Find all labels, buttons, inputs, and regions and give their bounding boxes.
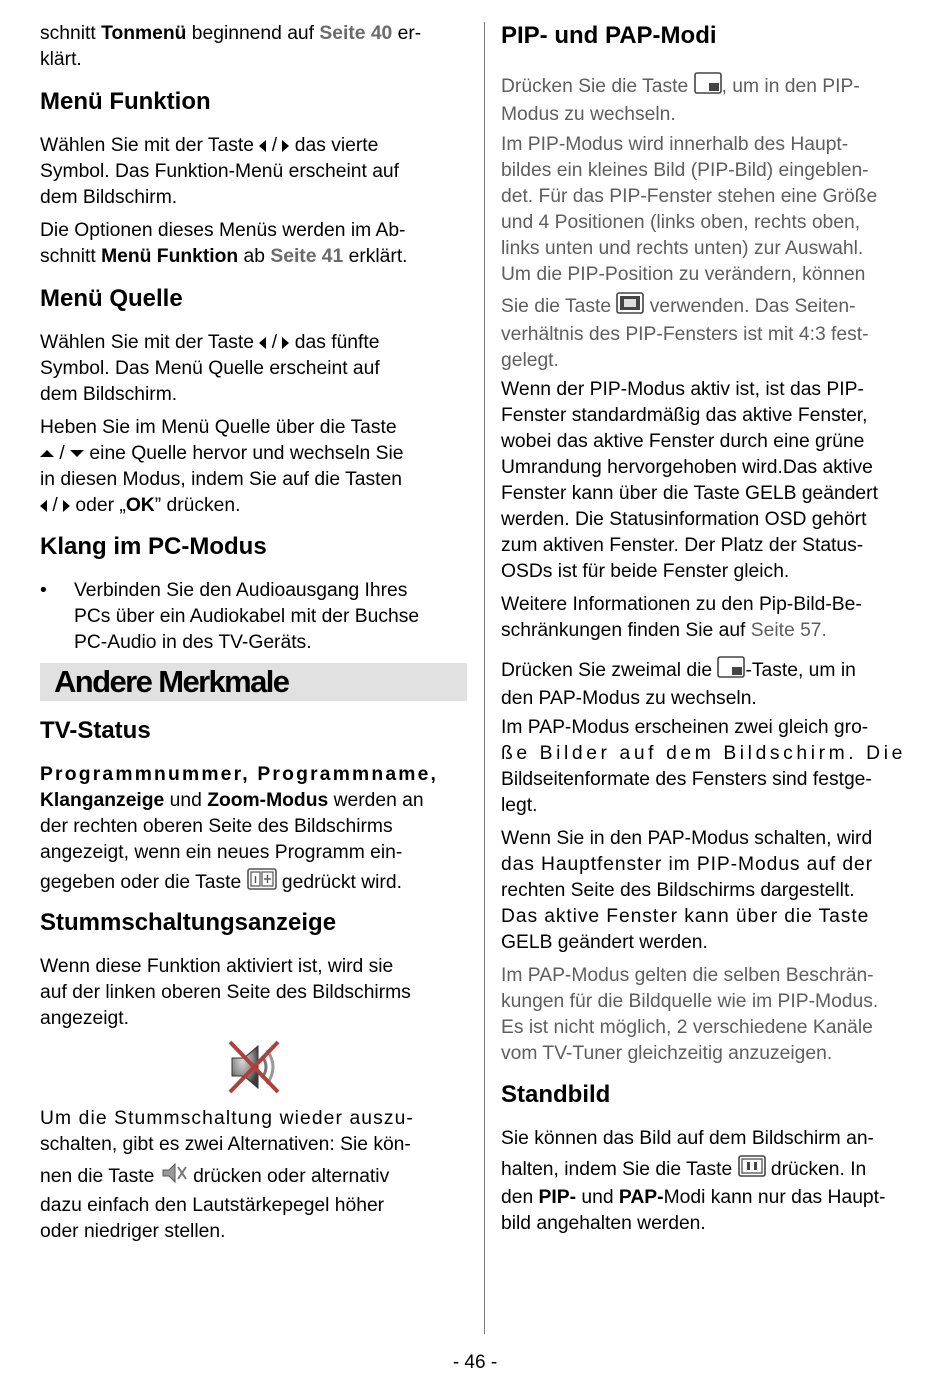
- mute-button-icon: [160, 1161, 188, 1193]
- heading-menu-funktion: Menü Funktion: [40, 88, 211, 115]
- paragraph-pip-2: Im PIP-Modus wird innerhalb des Haupt- bildes ein kleines Bild (PIP-Bild) eingeblen- det. Für das PIP-Fenster stehen eine Größe und 4 Positionen (links oben, rechts oben, links unten und rechts unten) zur Auswahl. Um die PIP-Position zu verändern, können Sie die Taste verwenden. Das Seiten- verhältnis des PIP-Fensters ist mit 4:3 fest- gelegt.: [501, 134, 878, 371]
- up-arrow-icon: [40, 450, 54, 457]
- bullet-marker: •: [40, 580, 47, 601]
- page-number: - 46 -: [452, 1352, 498, 1373]
- pip-button-icon: [694, 72, 722, 102]
- paragraph-quelle: Wählen Sie mit der Taste / das fünfte Symbol. Das Menü Quelle erscheint auf dem Bildschirm. Heben Sie im Menü Quelle über die Taste / eine Quelle hervor und wechseln Sie in diesen Modus, indem Sie auf die Tasten / oder „OK” drücken.: [40, 332, 404, 516]
- column-divider: [484, 22, 485, 1334]
- paragraph-pip-4: Weitere Informationen zu den Pip-Bild-Be- schränkungen finden Sie auf Seite 57.: [501, 594, 862, 641]
- info-button-icon: [247, 868, 277, 898]
- down-arrow-icon: [70, 450, 84, 457]
- heading-tv-status: TV-Status: [40, 717, 151, 744]
- heading-pip-pap-modi: PIP- und PAP-Modi: [501, 22, 717, 49]
- paragraph-pip-3: Wenn der PIP-Modus aktiv ist, ist das PIP- Fenster standardmäßig das aktive Fenster, wobei das aktive Fenster durch eine grüne Umrandung hervorgehoben wird.Das aktive Fenster kann über die Taste GELB geändert werden. Die Statusinformation OSD gehört zum aktiven Fenster. Der Platz der Status- OSDs ist für beide Fenster gleich.: [501, 379, 878, 582]
- mute-speaker-icon: [226, 1038, 286, 1101]
- section-banner: [40, 663, 467, 701]
- heading-menu-quelle: Menü Quelle: [40, 285, 183, 312]
- bullet-item-audio: • Verbinden Sie den Audioausgang Ihres PCs über ein Audiokabel mit der Buchse PC-Audio in des TV-Geräts.: [40, 580, 420, 653]
- left-arrow-icon: [40, 500, 47, 512]
- freeze-button-icon: [738, 1155, 766, 1185]
- page-reference: Seite 41: [270, 246, 344, 267]
- paragraph-tv-status: Programmnummer, Programmname, Klanganzeige und Zoom-Modus werden an der rechten oberen Seite des Bildschirms angezeigt, wenn ein neues Programm ein- gegeben oder die Taste gedrückt wird.: [40, 762, 467, 898]
- paragraph-stumm-1: Wenn diese Funktion aktiviert ist, wird sie auf der linken oberen Seite des Bildschirms angezeigt.: [40, 956, 411, 1029]
- page-reference: Seite 57.: [750, 620, 827, 641]
- paragraph-funktion: Wählen Sie mit der Taste / das vierte Symbol. Das Funktion-Menü erscheint auf dem Bildschirm. Die Optionen dieses Menüs werden im Ab- schnitt Menü Funktion ab Seite 41 erklärt.: [40, 135, 408, 267]
- paragraph-stumm-2: Um die Stummschaltung wieder auszu- schalten, gibt es zwei Alternativen: Sie kön- nen die Taste drücken oder alternativ dazu einfach den Lautstärkepegel höher oder niedriger stellen.: [40, 1108, 414, 1242]
- paragraph-pip-1: Drücken Sie die Taste , um in den PIP- Modus zu wechseln.: [501, 72, 928, 128]
- heading-standbild: Standbild: [501, 1081, 611, 1108]
- intro-paragraph: schnitt Tonmenü beginnend auf Seite 40 er- klärt.: [40, 23, 422, 70]
- page-reference: Seite 40: [319, 23, 393, 44]
- pip-button-icon: [717, 656, 745, 686]
- paragraph-pap-2: Im PAP-Modus erscheinen zwei gleich gro- ße Bilder auf dem Bildschirm. Die Bildseitenformate des Fensters sind festge- legt.: [501, 717, 906, 816]
- paragraph-pap-3: Wenn Sie in den PAP-Modus schalten, wird das Hauptfenster im PIP-Modus auf der rechten Seite des Bildschirms dargestellt. Das aktive Fenster kann über die Taste GELB geändert werden.: [501, 828, 873, 953]
- paragraph-standbild: Sie können das Bild auf dem Bildschirm an- halten, indem Sie die Taste drücken. In den PIP- und PAP-Modi kann nur das Haupt- bild angehalten werden.: [501, 1128, 886, 1234]
- paragraph-pap-1: Drücken Sie zweimal die -Taste, um in den PAP-Modus zu wechseln.: [501, 656, 928, 712]
- banner-title: Andere Merkmale: [54, 664, 289, 699]
- heading-klang-pc-modus: Klang im PC-Modus: [40, 533, 267, 560]
- paragraph-pap-4: Im PAP-Modus gelten die selben Beschrän- kungen für die Bildquelle wie im PIP-Modus. Es ist nicht möglich, 2 verschiedene Kanäle vom TV-Tuner gleichzeitig anzuzeigen.: [501, 965, 879, 1064]
- pip-position-button-icon: [616, 292, 644, 322]
- heading-stummschaltungsanzeige: Stummschaltungsanzeige: [40, 909, 337, 936]
